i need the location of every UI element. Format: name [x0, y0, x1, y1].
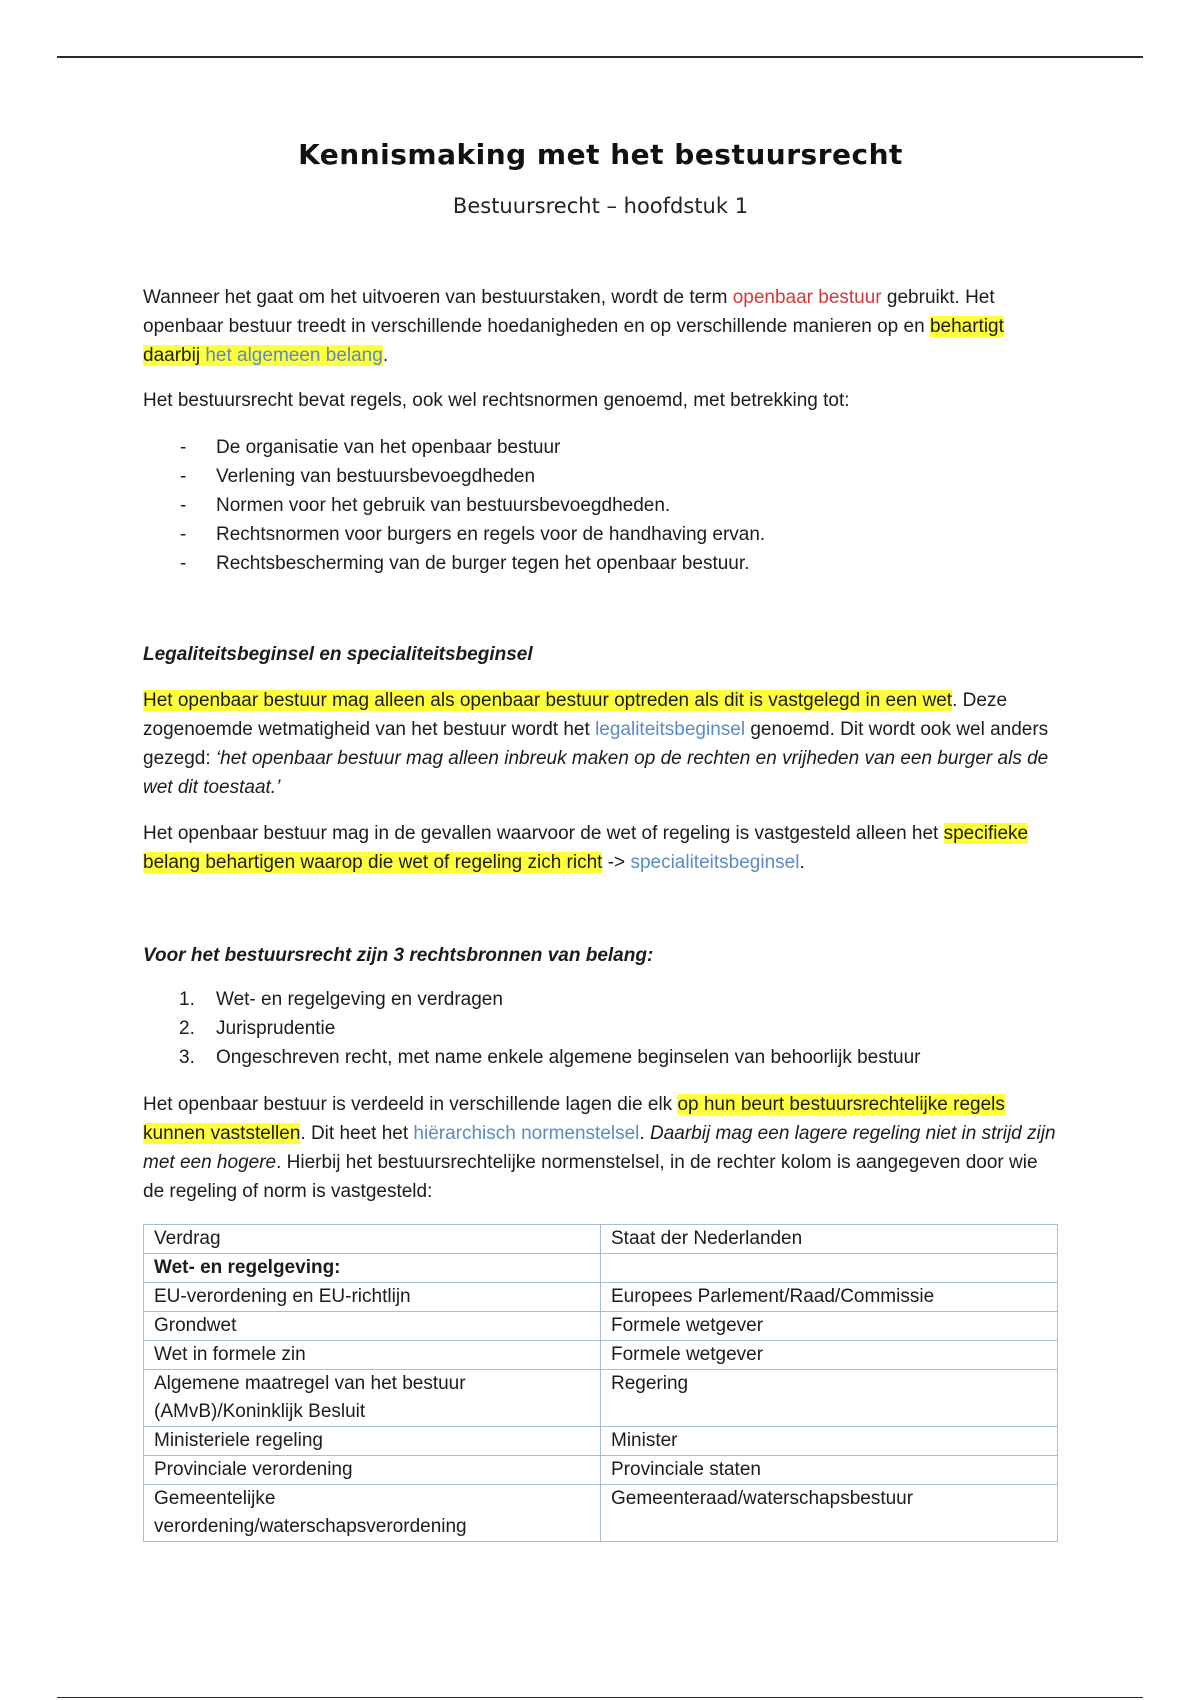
legaliteit-paragraph: Het openbaar bestuur mag alleen als openbaar bestuur optreden als dit is vastgelegd in een wet. Deze zogenoemde wetmatigheid van het bestuur wordt het legaliteitsbeginsel genoemd. Dit wordt ook wel anders gezegd: ‘het openbaar bestuur mag alleen inbreuk maken op de rechten en vrijheden van een burger als de wet dit toestaat.’ [143, 690, 1049, 798]
table-cell: Provinciale verordening [144, 1456, 601, 1485]
scope-paragraph: Het bestuursrecht bevat regels, ook wel rechtsnormen genoemd, met betrekking tot: [143, 390, 850, 411]
section-heading: Voor het bestuursrecht zijn 3 rechtsbronnen van belang: [143, 945, 654, 966]
table-cell: Grondwet [144, 1312, 601, 1341]
numbered-list [143, 985, 1058, 1072]
list-item: - De organisatie van het openbaar bestuur [143, 433, 1058, 462]
highlight: specifieke belang behartigen waarop die wet of regeling zich richt [143, 823, 1029, 873]
list-item: 3. Ongeschreven recht, met name enkele algemene beginselen van behoorlijk bestuur [179, 1047, 921, 1068]
numbered-list-section [143, 985, 1058, 1072]
highlight: Het openbaar bestuur mag alleen als openbaar bestuur optreden als dit is vastgelegd in een wet [143, 690, 953, 711]
table-row [144, 1254, 1058, 1283]
table-cell: Minister [601, 1427, 1058, 1456]
intro-paragraph: Wanneer het gaat om het uitvoeren van bestuurstaken, wordt de term openbaar bestuur gebruikt. Het openbaar bestuur treedt in verschillende hoedanigheden en op verschillende manieren op en behartigt daarbij het algemeen belang. [143, 287, 1004, 366]
intro-section [143, 283, 1058, 370]
table-cell: Gemeentelijke verordening/waterschapsverordening [144, 1485, 601, 1542]
term-openbaar-bestuur: openbaar bestuur [732, 287, 882, 308]
list-item: - Normen voor het gebruik van bestuursbevoegdheden. [143, 491, 1058, 520]
table-cell: Wet in formele zin [144, 1341, 601, 1370]
table-cell: Europees Parlement/Raad/Commissie [601, 1283, 1058, 1312]
term-hierarchisch-normenstelsel: hiërarchisch normenstelsel [413, 1123, 640, 1144]
table-row [144, 1225, 1058, 1254]
normenstelsel-paragraph: Het openbaar bestuur is verdeeld in verschillende lagen die elk op hun beurt bestuursrechtelijke regels kunnen vaststellen. Dit heet het hiërarchisch normenstelsel. Daarbij mag een lagere regeling niet in strijd zijn met een hogere. Hierbij het bestuursrechtelijke normenstelsel, in de rechter kolom is aangegeven door wie de regeling of norm is vastgesteld: [143, 1094, 1056, 1202]
table-cell: Ministeriele regeling [144, 1427, 601, 1456]
normenstelsel-table [143, 1224, 1058, 1542]
table-cell: Formele wetgever [601, 1341, 1058, 1370]
quote: ‘het openbaar bestuur mag alleen inbreuk maken op de rechten en vrijheden van een burger als de wet dit toestaat.’ [143, 748, 1049, 798]
list-item: 1. Wet- en regelgeving en verdragen [179, 989, 503, 1010]
table-cell: Verdrag [144, 1225, 601, 1254]
list-item: - Verlening van bestuursbevoegdheden [143, 462, 1058, 491]
table-cell: Algemene maatregel van het bestuur (AMvB)/Koninklijk Besluit [144, 1370, 601, 1427]
table-cell: Staat der Nederlanden [601, 1225, 1058, 1254]
table-cell: Regering [601, 1370, 1058, 1427]
table-cell: Provinciale staten [601, 1456, 1058, 1485]
table-cell: Formele wetgever [601, 1312, 1058, 1341]
term-algemeen-belang: het algemeen belang [205, 345, 383, 366]
table-row [144, 1283, 1058, 1312]
highlight: op hun beurt bestuursrechtelijke regels kunnen vaststellen [143, 1094, 1005, 1144]
highlight: behartigt daarbij [143, 316, 1004, 366]
bronnen-heading-block [143, 941, 1058, 970]
table-cell [601, 1254, 1058, 1283]
table-row [144, 1341, 1058, 1370]
table-row [144, 1456, 1058, 1485]
footer-rule [57, 1697, 1143, 1698]
legaliteit-heading-block [143, 640, 1058, 669]
table-row [144, 1312, 1058, 1341]
page-title: Kennismaking met het bestuursrecht [298, 138, 903, 171]
table-cell: Wet- en regelgeving: [144, 1254, 601, 1283]
list-item: - Rechtsnormen voor burgers en regels voor de handhaving ervan. [143, 520, 1058, 549]
page-subtitle: Bestuursrecht – hoofdstuk 1 [452, 194, 749, 218]
bullet-list-section [143, 433, 1058, 578]
table-cell: EU-verordening en EU-richtlijn [144, 1283, 601, 1312]
table-cell: Gemeenteraad/waterschapsbestuur [601, 1485, 1058, 1542]
list-item: - Rechtsbescherming van de burger tegen het openbaar bestuur. [143, 549, 1058, 578]
term-specialiteitsbeginsel: specialiteitsbeginsel [630, 852, 800, 873]
section-heading: Legaliteitsbeginsel en specialiteitsbeginsel [143, 644, 533, 665]
table-row [144, 1370, 1058, 1427]
specialiteit-paragraph: Het openbaar bestuur mag in de gevallen waarvoor de wet of regeling is vastgesteld alleen het specifieke belang behartigen waarop die wet of regeling zich richt -> specialiteitsbeginsel. [143, 823, 1029, 873]
table-row [144, 1485, 1058, 1542]
bullet-list [143, 433, 1058, 578]
header-rule [57, 56, 1143, 58]
term-legaliteitsbeginsel: legaliteitsbeginsel [595, 719, 746, 740]
list-item: 2. Jurisprudentie [179, 1018, 336, 1039]
table-row [144, 1427, 1058, 1456]
